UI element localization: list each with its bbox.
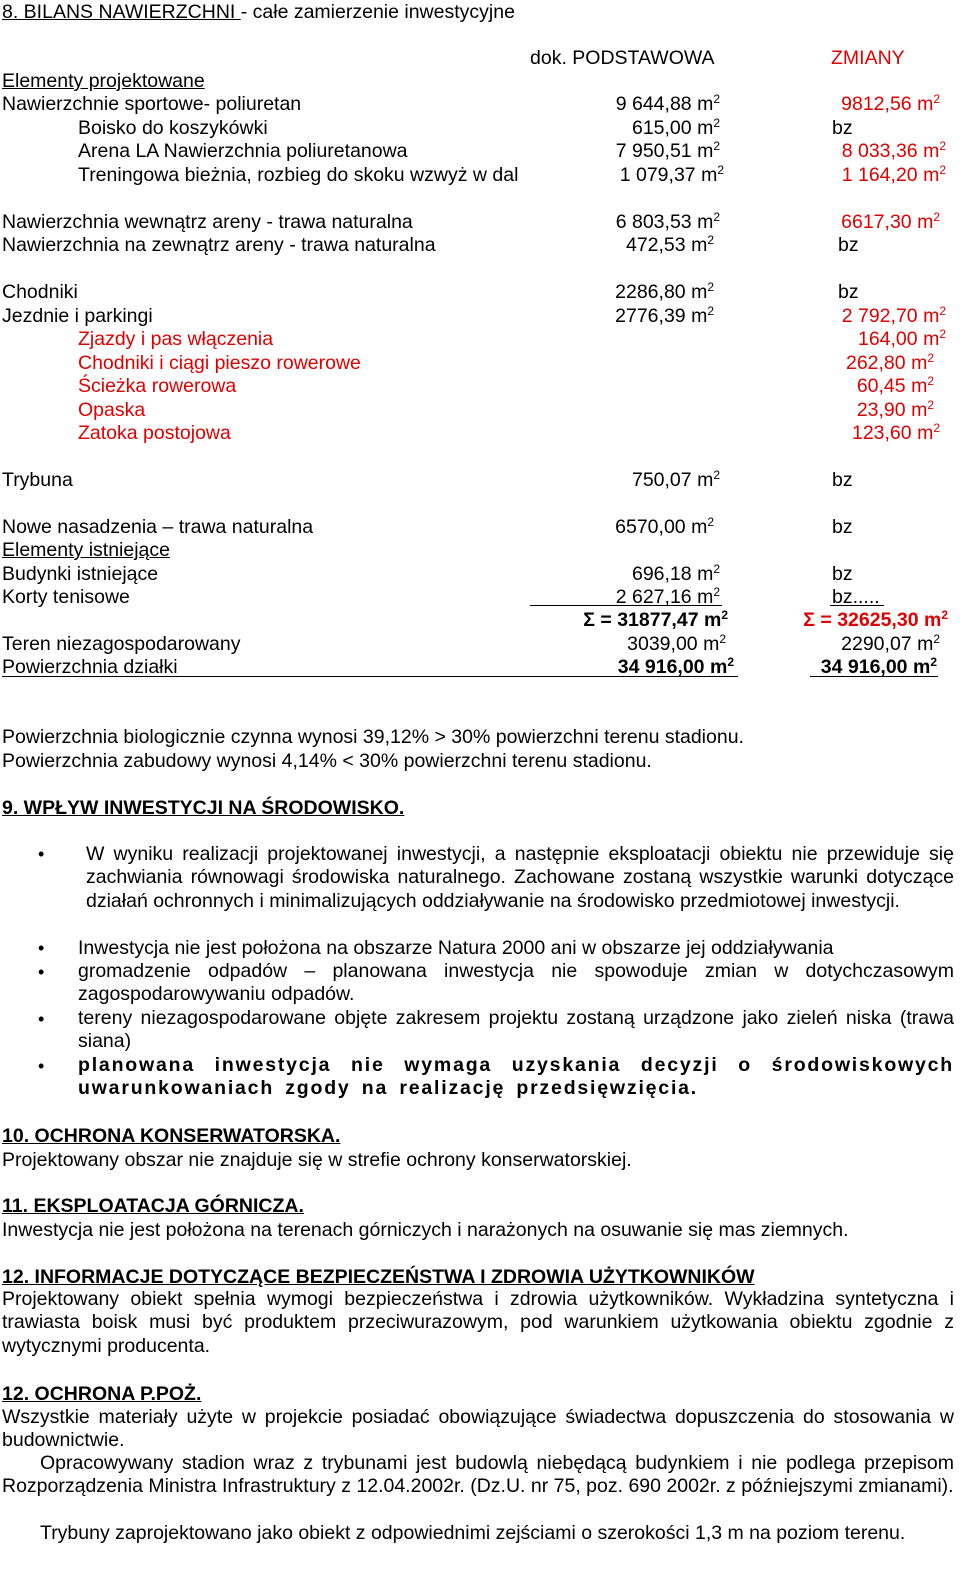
column-header-changes: ZMIANY <box>831 47 905 69</box>
section-9-bullet-2: Inwestycja nie jest położona na obszarze Natura 2000 ani w obszarze jej oddziaływania <box>78 937 834 959</box>
row-change-value: 8 033,36 $m^2$ <box>841 139 946 162</box>
undeveloped-change-value: 2290,07 $m^2$ <box>841 632 940 655</box>
row-label: Boisko do koszykówki <box>78 117 268 139</box>
row-base-value: 2776,39 $m^2$ <box>615 304 714 327</box>
row-change-value: bz <box>832 563 853 585</box>
column-header-base: dok. PODSTAWOWA <box>530 47 715 69</box>
row-change-value: bz <box>832 469 853 491</box>
building-area-note: Powierzchnia zabudowy wynosi 4,14% < 30% powierzchni terenu stadionu. <box>2 750 652 772</box>
row-base-value: 7 950,51 $m^2$ <box>615 139 720 162</box>
row-label: Trybuna <box>2 469 73 491</box>
row-change-value: 1 164,20 $m^2$ <box>841 163 946 186</box>
undeveloped-label: Teren niezagospodarowany <box>2 633 241 655</box>
group-existing-heading: Elementy istniejące <box>2 539 170 561</box>
section-10-text: Projektowany obszar nie znajduje się w strefie ochrony konserwatorskiej. <box>2 1149 632 1171</box>
row-label: Zatoka postojowa <box>78 422 231 444</box>
row-base-value: 6570,00 $m^2$ <box>615 515 714 538</box>
section-12-fire-paragraph-1: Wszystkie materiały użyte w projekcie posiadać obowiązujące świadectwa dopuszczenia do stosowania w budownictwie. <box>2 1406 954 1452</box>
row-label: Nowe nasadzenia – trawa naturalna <box>2 516 314 538</box>
row-base-value: 696,18 $m^2$ <box>631 562 720 585</box>
row-change-value: 6617,30 $m^2$ <box>841 210 940 233</box>
row-label: Chodniki <box>2 281 78 303</box>
undeveloped-base-value: 3039,00 $m^2$ <box>627 632 726 655</box>
row-change-value: 123,60 $m^2$ <box>851 421 940 444</box>
section-10-heading: 10. OCHRONA KONSERWATORSKA. <box>2 1125 341 1147</box>
row-base-value: 6 803,53 $m^2$ <box>615 210 720 233</box>
section-12-safety-heading: 12. INFORMACJE DOTYCZĄCE BEZPIECZEŃSTWA I ZDROWIA UŻYTKOWNIKÓW <box>2 1266 755 1288</box>
section-11-heading: 11. EKSPLOATACJA GÓRNICZA. <box>2 1195 304 1217</box>
sum-divider-change <box>830 605 884 606</box>
row-base-value: 472,53 $m^2$ <box>625 233 714 256</box>
section-8-heading <box>2 0 515 24</box>
row-label: Treningowa bieżnia, rozbieg do skoku wzwyż w dal <box>78 164 519 186</box>
row-base-value: 2 627,16 $m^2$ <box>615 585 720 608</box>
row-change-value: bz <box>832 117 853 139</box>
row-change-value: 60,45 $m^2$ <box>856 374 934 397</box>
row-change-value: 23,90 $m^2$ <box>856 398 934 421</box>
row-label: Arena LA Nawierzchnia poliuretanowa <box>78 140 408 162</box>
section-12-safety-text: Projektowany obiekt spełnia wymogi bezpieczeństwa i zdrowia użytkowników. Wykładzina syntetyczna i trawiasta boisk musi być produktem przeciwurazowym, pod warunkiem użytkowania obiektu zgodnie z wytycznymi producenta. <box>2 1288 954 1357</box>
row-base-value: 615,00 $m^2$ <box>631 116 720 139</box>
sum-divider-base <box>530 605 722 606</box>
row-label: Korty tenisowe <box>2 586 130 608</box>
section-9-bullet-1: W wyniku realizacji projektowanej inwestycji, a następnie eksploatacji obiektu nie przewiduje się zachwiania równowagi środowiska naturalnego. Zachowane zostaną wszystkie warunki dotyczące działań ochronnych i minimalizujących oddziaływanie na środowisko przedmiotowej inwestycji. <box>86 843 954 912</box>
sum-change-value: Σ = 32625,30 $m^2$ <box>803 608 948 631</box>
section-9-bullet-4: tereny niezagospodarowane objęte zakresem projektu zostaną urządzone jako zieleń niska (trawa siana) <box>78 1007 954 1053</box>
bullet-marker: • <box>38 962 45 982</box>
row-label: Nawierzchnia wewnątrz areny - trawa naturalna <box>2 211 413 233</box>
section-12-fire-paragraph-2: Opracowywany stadion wraz z trybunami jest budowlą niebędącą budynkiem i nie podlega przepisom Rozporządzenia Ministra Infrastruktury z 12.04.2002r. (Dz.U. nr 75, poz. 690 2002r. z późniejszymi zmianami). <box>2 1452 954 1498</box>
section-11-text: Inwestycja nie jest położona na terenach górniczych i narażonych na osuwanie się mas ziemnych. <box>2 1219 849 1241</box>
section-9-bullet-5: planowana inwestycja nie wymaga uzyskania decyzji o środowiskowych uwarunkowaniach zgody na realizację przedsięwzięcia. <box>78 1054 954 1100</box>
bullet-marker: • <box>38 1056 45 1076</box>
section-12-fire-heading: 12. OCHRONA P.POŻ. <box>2 1383 202 1405</box>
row-change-value: bz <box>838 281 859 303</box>
row-label: Nawierzchnie sportowe- poliuretan <box>2 93 302 115</box>
group-projected-heading: Elementy projektowane <box>2 70 205 92</box>
row-label: Jezdnie i parkingi <box>2 305 153 327</box>
plot-area-underline <box>2 676 738 677</box>
row-base-value: 9 644,88 $m^2$ <box>615 92 720 115</box>
section-8-heading-number: 8. BILANS NAWIERZCHNI <box>2 1 241 23</box>
row-label: Zjazdy i pas włączenia <box>78 328 274 350</box>
row-base-value: 750,07 $m^2$ <box>631 468 720 491</box>
bullet-marker: • <box>38 844 45 864</box>
row-label: Budynki istniejące <box>2 563 159 585</box>
section-8-heading-rest: - całe zamierzenie inwestycyjne <box>240 1 515 23</box>
row-change-value: 9812,56 $m^2$ <box>841 92 940 115</box>
section-9-heading: 9. WPŁYW INWESTYCJI NA ŚRODOWISKO. <box>2 797 405 819</box>
row-change-value: 2 792,70 $m^2$ <box>841 304 946 327</box>
row-change-value: 164,00 $m^2$ <box>857 327 946 350</box>
row-label: Chodniki i ciągi pieszo rowerowe <box>78 352 361 374</box>
row-label: Ścieżka rowerowa <box>78 375 237 397</box>
biologically-active-area-note: Powierzchnia biologicznie czynna wynosi 39,12% > 30% powierzchni terenu stadionu. <box>2 726 744 748</box>
row-label: Opaska <box>78 399 146 421</box>
plot-area-change-value: 34 916,00 $m^2$ <box>820 655 937 678</box>
plot-area-label: Powierzchnia działki <box>2 656 178 678</box>
bullet-marker: • <box>38 1009 45 1029</box>
section-12-fire-paragraph-3: Trybuny zaprojektowano jako obiekt z odpowiednimi zejściami o szerokości 1,3 m na poziom terenu. <box>40 1522 906 1544</box>
plot-area-change-underline <box>810 676 938 677</box>
section-9-bullet-3: gromadzenie odpadów – planowana inwestycja nie spowoduje zmian w dotychczasowym zagospodarowywaniu odpadów. <box>78 960 954 1006</box>
row-change-value: bz <box>838 234 859 256</box>
row-change-value: 262,80 $m^2$ <box>845 351 934 374</box>
plot-area-base-value: 34 916,00 $m^2$ <box>617 655 734 678</box>
bullet-marker: • <box>38 938 45 958</box>
row-change-value: bz <box>832 516 853 538</box>
row-base-value: 1 079,37 $m^2$ <box>619 163 724 186</box>
row-base-value: 2286,80 $m^2$ <box>615 280 714 303</box>
row-label: Nawierzchnia na zewnątrz areny - trawa naturalna <box>2 234 436 256</box>
sum-base-value: Σ = 31877,47 $m^2$ <box>583 608 728 631</box>
row-change-value: bz..... <box>832 586 880 608</box>
